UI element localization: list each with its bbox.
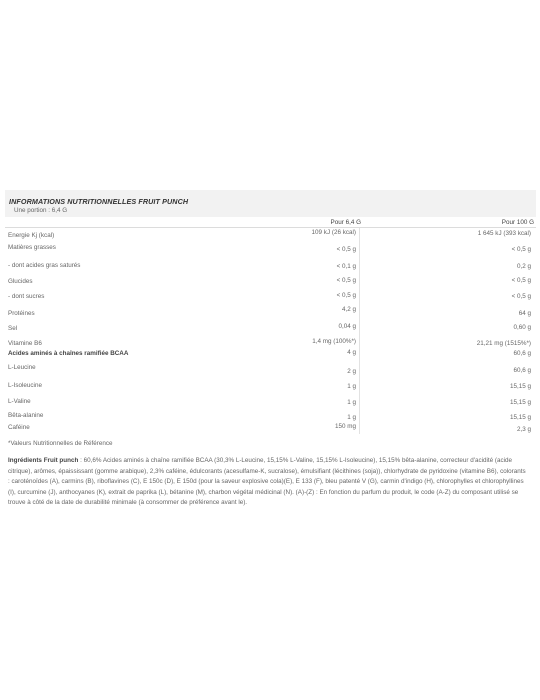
value-per-portion: < 0,1 g — [336, 263, 356, 270]
value-per-portion: < 0,5 g — [336, 276, 356, 284]
table-row — [5, 287, 536, 303]
table-row — [5, 334, 536, 348]
nutrition-title: INFORMATIONS NUTRITIONNELLES FRUIT PUNCH — [9, 197, 189, 206]
table-row — [5, 361, 536, 377]
value-per-portion: 1,4 mg (100%*) — [312, 337, 356, 345]
value-per-portion: 4 g — [347, 349, 356, 356]
table-row — [5, 377, 536, 392]
value-per-100g: 0,60 g — [513, 324, 531, 331]
row-label: Bêta-alanine — [8, 412, 44, 419]
table-row — [5, 407, 536, 421]
table-row — [5, 256, 536, 272]
value-per-100g: 15,15 g — [509, 398, 531, 406]
value-per-portion: < 0,5 g — [336, 291, 356, 299]
nutrition-header — [5, 190, 536, 217]
row-label: Energie Kj (kcal) — [8, 232, 55, 239]
column-header-portion: Pour 6,4 G — [330, 219, 361, 226]
row-label: L-Valine — [8, 397, 31, 405]
row-label: Protéines — [8, 310, 35, 317]
value-per-portion: 4,2 g — [341, 306, 356, 313]
value-per-portion: < 0,5 g — [336, 245, 356, 253]
value-per-portion: 109 kJ (26 kcal) — [311, 229, 356, 236]
value-per-portion: 2 g — [347, 367, 356, 375]
row-label: Caféine — [8, 423, 30, 431]
value-per-100g: 1 645 kJ (393 kcal) — [477, 230, 531, 237]
table-row — [5, 347, 536, 361]
portion-size: Une portion : 6,4 G — [14, 207, 68, 214]
table-row — [5, 392, 536, 408]
column-header-100g: Pour 100 G — [501, 219, 534, 226]
nutrition-panel — [5, 190, 536, 434]
nutrition-table — [5, 227, 536, 434]
value-per-portion: 150 mg — [334, 422, 356, 430]
row-label: Matières grasses — [8, 243, 56, 251]
value-per-100g: 2,3 g — [516, 425, 531, 433]
row-label: Vitamine B6 — [8, 339, 42, 347]
value-per-portion: 0,04 g — [338, 323, 356, 330]
row-label: L-Isoleucine — [8, 381, 42, 389]
table-row — [5, 228, 536, 241]
value-per-100g: 21,21 mg (1515%*) — [476, 339, 531, 347]
table-row — [5, 302, 536, 318]
table-row — [5, 272, 536, 287]
row-label: Glucides — [8, 277, 33, 285]
table-row — [5, 241, 536, 257]
row-label: Sel — [8, 325, 18, 332]
ingredients-text: : 60,6% Acides aminés à chaîne ramifiée BCAA (30,3% L-Leucine, 15,15% L-Valine, 15,15% L-Isoleucine), 15,15% bêta-alanine, correcteur d'acidité (acide citrique), arômes, épaississant (gomme arabique), 2,3% caféine, édulcorants (acesulfame-K, sucralose), émulsifiant (lécithines (soja)), chlorhydrate de pyridoxine (vitamine B6), colorants : caroténoïdes (A), carmins (B), riboflavines (C), E 150c (D), E 150d (pour la saveur explosive cola)(E), E 133 (F), bleu patenté V (G), carmin d'indigo (H), chlorophylles et chlorophyllines (I), curcumine (J), anthocyanes (K), extrait de paprika (L), bétanine (M), charbon végétal médicinal (N). (A)-(Z) : En fonction du parfum du produit, le code (A-Z) du composant utilisé se trouve à côté de la date de durabilité minimale (à consommer de préférence avant le). — [8, 457, 526, 506]
value-per-portion: 1 g — [347, 398, 356, 406]
value-per-100g: < 0,5 g — [511, 245, 531, 253]
row-label: L-Leucine — [8, 363, 36, 371]
value-per-100g: 60,6 g — [513, 366, 531, 374]
value-per-portion: 1 g — [347, 414, 356, 421]
table-row — [5, 318, 536, 334]
row-label: Acides aminés à chaînes ramifiée BCAA — [8, 350, 129, 357]
table-row — [5, 421, 536, 434]
value-per-portion: 1 g — [347, 382, 356, 390]
column-headers — [5, 217, 536, 227]
footnote: *Valeurs Nutritionnelles de Référence — [8, 440, 113, 447]
ingredients — [8, 456, 528, 509]
ingredients-label: Ingrédients Fruit punch — [8, 457, 79, 464]
value-per-100g: 15,15 g — [509, 414, 531, 421]
value-per-100g: 15,15 g — [509, 382, 531, 390]
value-per-100g: 0,2 g — [516, 263, 531, 270]
value-per-100g: < 0,5 g — [511, 292, 531, 300]
row-label: - dont acides gras saturés — [8, 262, 81, 269]
row-label: - dont sucres — [8, 292, 45, 300]
value-per-100g: 60,6 g — [513, 350, 531, 357]
value-per-100g: < 0,5 g — [511, 276, 531, 284]
value-per-100g: 64 g — [518, 310, 531, 317]
